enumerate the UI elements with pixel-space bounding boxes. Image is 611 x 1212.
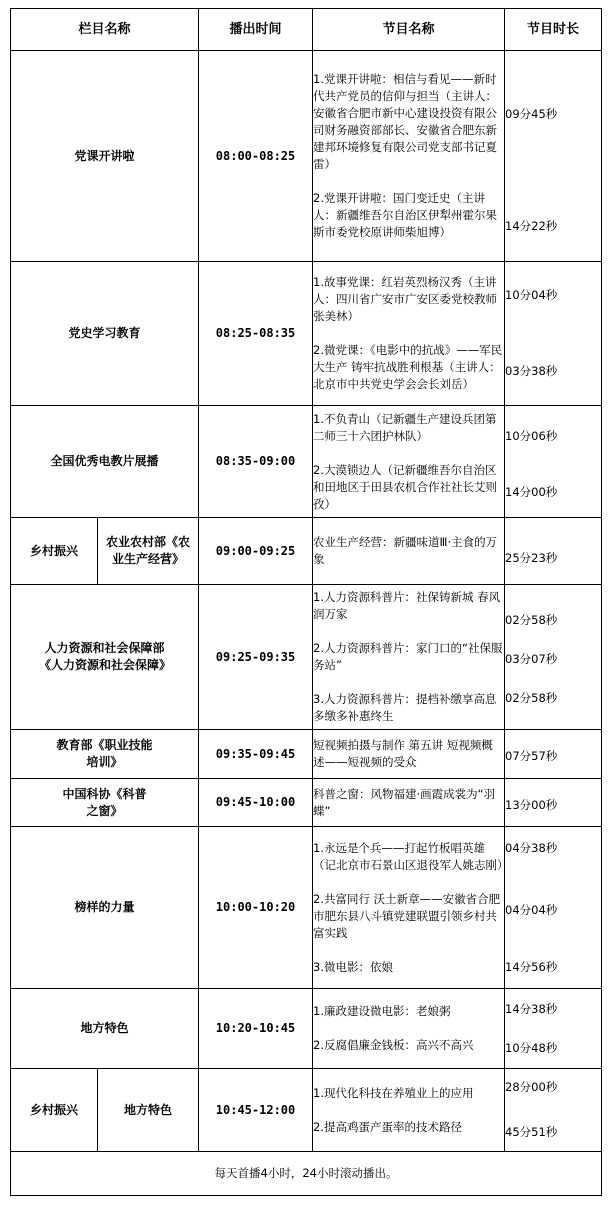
program-cell bbox=[313, 262, 505, 406]
duration-value: 07分57秒 bbox=[505, 749, 558, 763]
program-title: 2.提高鸡蛋产蛋率的技术路径 bbox=[313, 1119, 462, 1134]
program-title: 1.故事党课：红岩英烈杨汉秀（主讲人：四川省广安市广安区委党校教师张美林） bbox=[313, 275, 498, 323]
program-title: 2.共富同行 沃土新章——安徽省合肥市肥东县八斗镇党建联盟引领乡村共富实践 bbox=[313, 891, 501, 940]
header-air-time: 播出时间 bbox=[199, 9, 313, 51]
program-cell bbox=[313, 585, 505, 730]
duration-value: 14分22秒 bbox=[505, 219, 558, 233]
program-cell bbox=[313, 827, 509, 989]
air-time: 10:20-10:45 bbox=[199, 989, 313, 1069]
program-title: 1.党课开讲啦：相信与看见——新时代共产党员的信仰与担当（主讲人：安徽省合肥市新中心建设投资有限公司财务融资部部长、安徽省合肥东新建邦环境修复有限公司党支部书记夏雷） bbox=[313, 72, 498, 171]
duration-value: 02分58秒 bbox=[505, 691, 558, 705]
program-title: 1.人力资源科普片：社保铸新城 春风润万家 bbox=[313, 590, 501, 621]
duration-cell bbox=[505, 51, 602, 262]
sub-column-name: 农业农村部《农业生产经营》 bbox=[98, 518, 199, 585]
program-title: 2.微党课：《电影中的抗战》——军民大生产 铸牢抗战胜利根基（主讲人：北京市中共党史学会会长刘岳） bbox=[313, 343, 503, 391]
program-title: 1.永远是个兵——打起竹板唱英雄（记北京市石景山区退役军人姚志刚） bbox=[313, 840, 509, 872]
air-time: 10:00-10:20 bbox=[199, 827, 313, 989]
duration-value: 13分00秒 bbox=[505, 797, 558, 812]
duration-value: 28分00秒 bbox=[505, 1080, 558, 1094]
air-time: 09:35-09:45 bbox=[199, 730, 313, 779]
column-name: 党课开讲啦 bbox=[11, 51, 199, 262]
table-row bbox=[11, 585, 602, 730]
air-time: 09:45-10:00 bbox=[199, 779, 313, 827]
duration-cell bbox=[505, 730, 602, 779]
program-title: 2.大漠锁边人（记新疆维吾尔自治区和田地区于田县农机合作社社长艾则孜） bbox=[313, 462, 498, 511]
program-cell bbox=[313, 406, 505, 518]
duration-cell bbox=[505, 827, 602, 989]
program-title: 1.现代化科技在养殖业上的应用 bbox=[313, 1085, 474, 1100]
program-title: 2.反腐倡廉金钱板：高兴不高兴 bbox=[313, 1038, 474, 1052]
program-title: 短视频拍摄与制作 第五讲 短视频概述——短视频的受众 bbox=[313, 738, 493, 769]
table-row bbox=[11, 51, 602, 262]
program-cell bbox=[313, 518, 505, 585]
duration-cell bbox=[505, 262, 602, 406]
footer-note: 每天首播4小时，24小时滚动播出。 bbox=[11, 1152, 602, 1196]
program-cell bbox=[313, 51, 505, 262]
air-time: 09:00-09:25 bbox=[199, 518, 313, 585]
sub-column-name: 地方特色 bbox=[98, 1069, 199, 1152]
program-title: 1.不负青山（记新疆生产建设兵团第二师三十六团护林队） bbox=[313, 411, 497, 443]
duration-value: 02分58秒 bbox=[505, 613, 558, 627]
table-row bbox=[11, 262, 602, 406]
table-row bbox=[11, 1069, 602, 1152]
duration-value: 14分00秒 bbox=[505, 484, 558, 499]
program-cell bbox=[313, 1069, 505, 1152]
duration-value: 04分38秒 bbox=[505, 840, 558, 855]
program-title: 2.人力资源科普片：家门口的“社保服务站” bbox=[313, 641, 503, 672]
program-cell bbox=[313, 779, 505, 827]
duration-value: 25分23秒 bbox=[505, 550, 558, 565]
table-row bbox=[11, 730, 602, 779]
column-name: 榜样的力量 bbox=[11, 827, 199, 989]
column-name: 人力资源和社会保障部《人力资源和社会保障》 bbox=[11, 585, 199, 730]
program-title: 1.廉政建设微电影：老娘粥 bbox=[313, 1004, 451, 1018]
program-title: 2.党课开讲啦：国门变迁史（主讲人：新疆维吾尔自治区伊犁州霍尔果斯市委党校原讲师柴旭博） bbox=[313, 191, 498, 239]
table-row bbox=[11, 406, 602, 518]
duration-value: 03分07秒 bbox=[505, 652, 558, 666]
duration-value: 10分04秒 bbox=[505, 288, 558, 302]
air-time: 08:00-08:25 bbox=[199, 51, 313, 262]
duration-value: 14分38秒 bbox=[505, 1001, 558, 1016]
air-time: 09:25-09:35 bbox=[199, 585, 313, 730]
duration-cell bbox=[505, 989, 602, 1069]
duration-cell bbox=[505, 1069, 602, 1152]
header-duration: 节目时长 bbox=[505, 9, 602, 51]
duration-value: 04分04秒 bbox=[505, 902, 558, 917]
duration-value: 10分48秒 bbox=[505, 1040, 558, 1055]
schedule-table bbox=[10, 8, 602, 1196]
duration-value: 09分45秒 bbox=[505, 107, 558, 121]
program-title: 科普之窗：风物福建·画霞成裳为“羽蝶” bbox=[313, 786, 496, 818]
table-row bbox=[11, 518, 602, 585]
program-cell bbox=[313, 730, 505, 779]
column-name: 全国优秀电教片展播 bbox=[11, 406, 199, 518]
air-time: 08:35-09:00 bbox=[199, 406, 313, 518]
column-name: 地方特色 bbox=[11, 989, 199, 1069]
column-name: 中国科协《科普之窗》 bbox=[11, 779, 199, 827]
header-row bbox=[11, 9, 602, 51]
header-program: 节目名称 bbox=[313, 9, 505, 51]
column-name: 党史学习教育 bbox=[11, 262, 199, 406]
duration-value: 03分38秒 bbox=[505, 364, 558, 378]
program-title: 3.微电影：依娘 bbox=[313, 959, 393, 974]
table-row bbox=[11, 989, 602, 1069]
footer-row bbox=[11, 1152, 602, 1196]
duration-cell bbox=[505, 518, 602, 585]
program-title: 农业生产经营：新疆味道Ⅲ·主食的万象 bbox=[313, 535, 498, 566]
column-name: 乡村振兴 bbox=[11, 1069, 98, 1152]
table-row bbox=[11, 779, 602, 827]
header-column-name: 栏目名称 bbox=[11, 9, 199, 51]
duration-value: 10分06秒 bbox=[505, 428, 558, 443]
air-time: 08:25-08:35 bbox=[199, 262, 313, 406]
duration-cell bbox=[505, 585, 602, 730]
column-name: 教育部《职业技能培训》 bbox=[11, 730, 199, 779]
program-cell bbox=[313, 989, 505, 1069]
duration-value: 14分56秒 bbox=[505, 959, 558, 974]
duration-cell bbox=[505, 406, 602, 518]
program-title: 3.人力资源科普片：提档补缴享高息 多缴多补惠终生 bbox=[313, 692, 501, 723]
duration-value: 45分51秒 bbox=[505, 1125, 558, 1139]
duration-cell bbox=[505, 779, 602, 827]
air-time: 10:45-12:00 bbox=[199, 1069, 313, 1152]
table-row bbox=[11, 827, 602, 989]
column-name: 乡村振兴 bbox=[11, 518, 98, 585]
